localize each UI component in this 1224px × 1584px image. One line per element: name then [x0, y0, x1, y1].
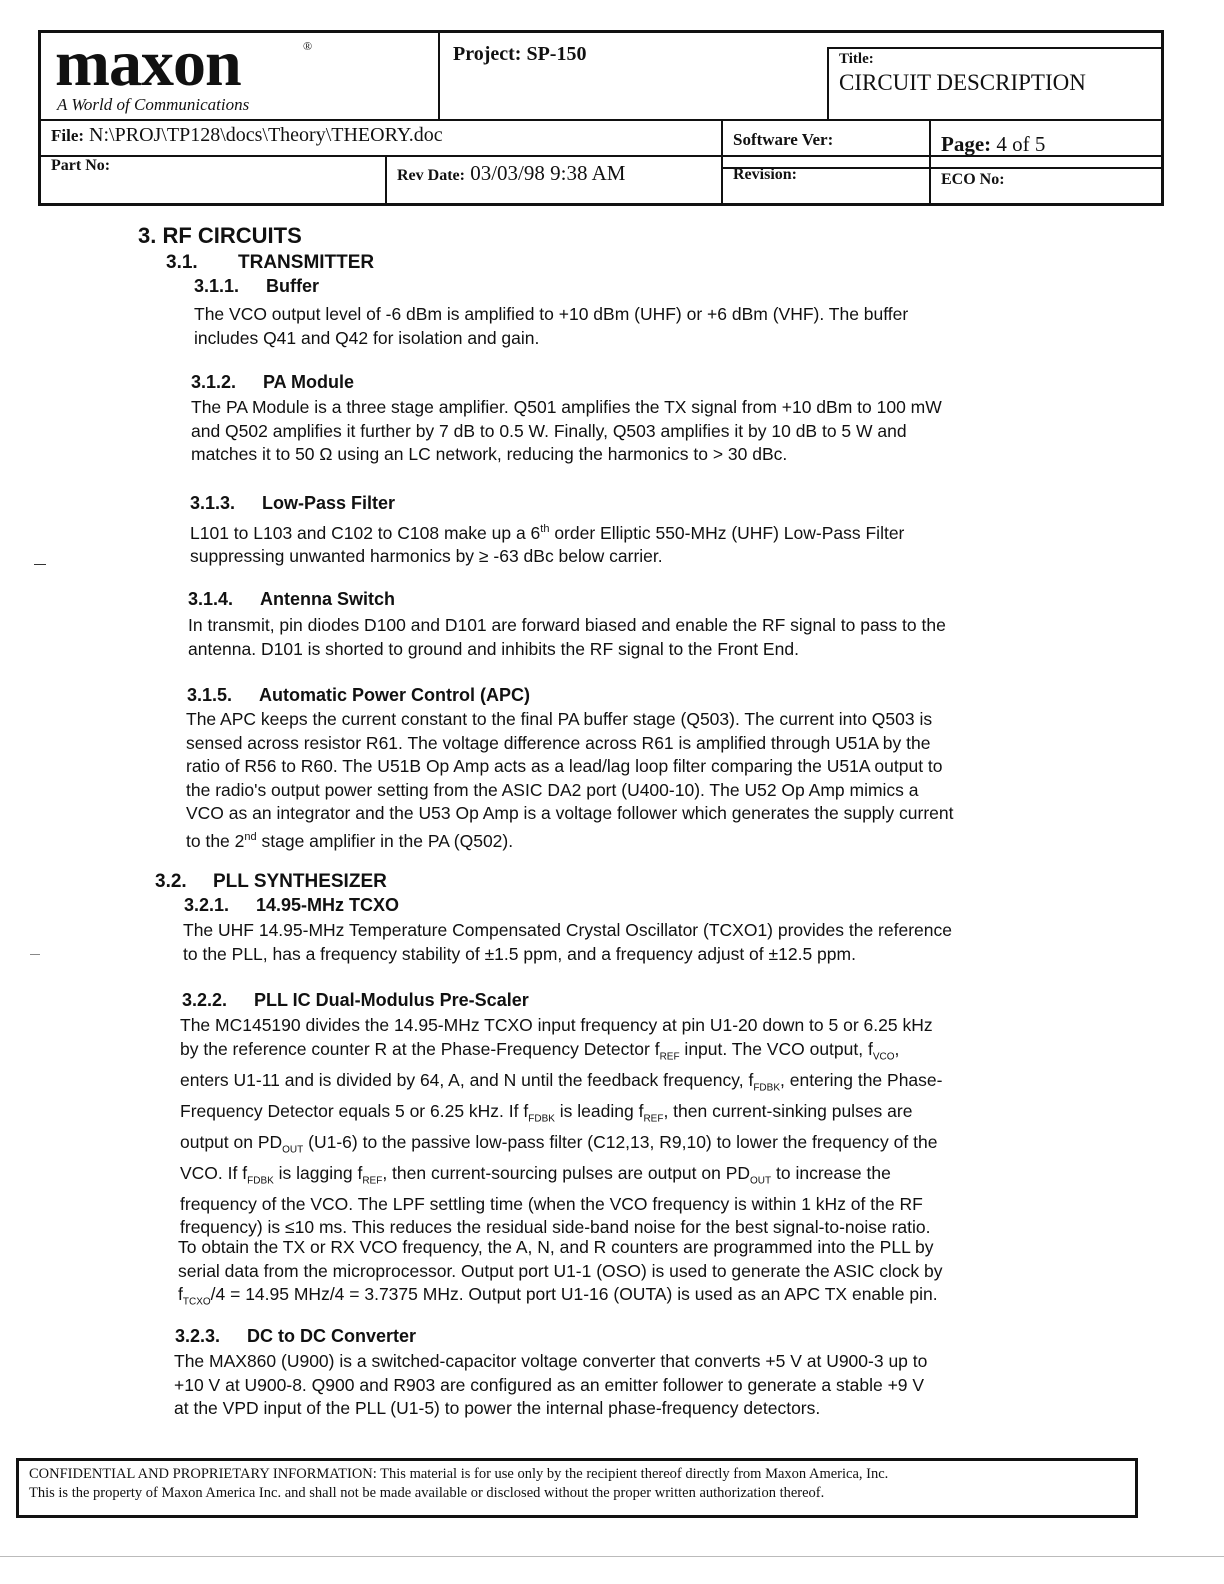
- subsection-heading-pa-module: [191, 372, 354, 393]
- section-title: Antenna Switch: [260, 589, 396, 609]
- paragraph-tcxo: The UHF 14.95-MHz Temperature Compensated Crystal Oscillator (TCXO1) provides the reference to the PLL, has a frequency stability of ±1.5 ppm, and a frequency adjust of ±12.5 ppm.: [183, 920, 952, 964]
- project-label: Project:: [453, 43, 522, 65]
- text-run: L101 to L103 and C102 to C108 make up a 6: [190, 522, 541, 543]
- subscript: REF: [659, 1051, 680, 1062]
- subscript: FDBK: [528, 1113, 555, 1124]
- text-run: /4 = 14.95 MHz/4 = 3.7375 MHz. Output port U1-16 (OUTA) is used as an APC TX enable pin.: [210, 1284, 938, 1304]
- divider: [929, 121, 931, 206]
- part-no-label: Part No:: [51, 157, 111, 174]
- confidential-footer: [16, 1458, 1138, 1518]
- section-number: 3.2.3.: [175, 1326, 221, 1346]
- page-bottom-line: [0, 1556, 1224, 1557]
- maxon-logo: maxon: [55, 27, 241, 100]
- paragraph-buffer: The VCO output level of -6 dBm is amplified to +10 dBm (UHF) or +6 dBm (VHF). The buffer includes Q41 and Q42 for isolation and gain.: [194, 304, 909, 348]
- divider: [438, 33, 440, 121]
- page-cell: [941, 132, 1045, 157]
- section-number: 3.1.4.: [188, 589, 234, 609]
- page-label: Page:: [941, 132, 992, 156]
- rev-date-cell: [397, 161, 625, 186]
- subsection-heading-apc: [187, 685, 530, 706]
- project-cell: [453, 43, 586, 66]
- text-line: The MC145190 divides the 14.95-MHz TCXO input frequency at pin U1-20 down to 5 or 6.25 kHz: [180, 1015, 933, 1035]
- text-run: to increase the: [771, 1162, 891, 1183]
- file-label: File:: [51, 126, 85, 145]
- text-run: stage amplifier in the PA (Q502).: [256, 830, 514, 851]
- section-number: 3.1.2.: [191, 372, 237, 392]
- title-value: CIRCUIT DESCRIPTION: [839, 70, 1086, 95]
- text-line: frequency of the VCO. The LPF settling time (when the VCO frequency is within 1 kHz of the RF: [180, 1193, 923, 1214]
- text-line: frequency) is ≤10 ms. This reduces the residual side-band noise for the best signal-to-noise ratio.: [180, 1217, 931, 1237]
- subsection-heading-antenna-switch: [188, 589, 395, 610]
- paragraph-pll-counters: [178, 1236, 943, 1314]
- text-run: f: [178, 1284, 183, 1304]
- text-line: serial data from the microprocessor. Output port U1-1 (OSO) is used to generate the ASIC clock by: [178, 1260, 943, 1281]
- section-title: Automatic Power Control (APC): [259, 685, 531, 705]
- section-heading-pll-synthesizer: [155, 871, 387, 893]
- file-value: N:\PROJ\TP128\docs\Theory\THEORY.doc: [89, 124, 443, 146]
- margin-mark: [30, 954, 40, 955]
- subsection-heading-buffer: [194, 276, 319, 297]
- superscript: nd: [244, 830, 257, 843]
- footer-line-1: [29, 1465, 1125, 1484]
- section-heading-transmitter: [166, 252, 374, 274]
- subsection-heading-tcxo: [184, 895, 399, 916]
- section-title: PLL SYNTHESIZER: [213, 871, 387, 892]
- section-title: DC to DC Converter: [247, 1326, 417, 1346]
- subscript: FDBK: [247, 1175, 274, 1186]
- divider: [827, 47, 1164, 49]
- document-header: [38, 27, 1164, 206]
- section-number: 3.2.1.: [184, 895, 230, 915]
- title-label: Title:: [839, 51, 874, 67]
- divider: [827, 47, 829, 121]
- subsection-heading-pll-ic: [182, 990, 529, 1011]
- text-run: , then current-sinking pulses are: [663, 1100, 913, 1121]
- section-title: TRANSMITTER: [238, 252, 375, 273]
- paragraph-antenna-switch: In transmit, pin diodes D100 and D101 are forward biased and enable the RF signal to pass to the antenna. D101 is shorted to ground and inhibits the RF signal to the Front End.: [188, 615, 946, 659]
- subscript: FDBK: [753, 1082, 780, 1093]
- footer-caps: CONFIDENTIAL AND PROPRIETARY INFORMATION:: [29, 1466, 377, 1482]
- subscript: TCXO: [182, 1296, 211, 1308]
- rev-date-value: 03/03/98 9:38 AM: [470, 161, 626, 185]
- section-number: 3.1.: [166, 252, 198, 273]
- text-run: by the reference counter R at the Phase-Frequency Detector f: [180, 1038, 660, 1059]
- divider: [721, 121, 723, 206]
- text-line: [180, 1038, 942, 1069]
- paragraph-low-pass-filter: [190, 518, 904, 569]
- superscript: th: [540, 523, 550, 535]
- software-ver-label: Software Ver:: [733, 130, 834, 149]
- text-run: order Elliptic 550-MHz (UHF) Low-Pass Filter suppressing unwanted harmonics by ≥ -63 dBc below carrier.: [190, 522, 905, 567]
- text-run: , then current-sourcing pulses are output on PD: [382, 1162, 751, 1183]
- revision-label: Revision:: [733, 166, 797, 183]
- text-run: enters U1-11 and is divided by 64, A, and N until the feedback frequency, f: [180, 1069, 754, 1090]
- section-title: PLL IC Dual-Modulus Pre-Scaler: [254, 990, 529, 1010]
- section-number: 3.1.5.: [187, 685, 233, 705]
- project-value: SP-150: [526, 43, 587, 65]
- divider: [385, 155, 387, 206]
- section-number: 3.1.1.: [194, 276, 240, 296]
- title-cell: [839, 51, 1086, 96]
- paragraph-pll-ic: [180, 1014, 942, 1240]
- subsection-heading-low-pass-filter: [190, 493, 395, 514]
- text-run: , entering the Phase-: [780, 1069, 943, 1090]
- file-cell: [51, 124, 443, 147]
- paragraph-pa-module: The PA Module is a three stage amplifier. Q501 amplifies the TX signal from +10 dBm to 100 mW and Q502 amplifies it further by 7 dB to 0.5 W. Finally, Q503 amplifies it by 10 dB to 5 W and matches it to 50 Ω using an LC network, reducing the harmonics to > 30 dBc.: [191, 397, 942, 464]
- margin-mark: [34, 564, 46, 565]
- section-number: 3.2.: [155, 871, 187, 892]
- paragraph-apc: [186, 708, 954, 853]
- subscript: REF: [643, 1113, 664, 1124]
- section-title: PA Module: [263, 372, 354, 392]
- text-run: The APC keeps the current constant to the final PA buffer stage (Q503). The current into Q503 is sensed across resistor R61. The voltage difference across R61 is amplified through U51A by the ratio of R56 to R60. The U51B Op Amp acts as a lead/lag loop filter comparing the U51A output to the radio's output power setting from the ASIC DA2 port (U400-10). The U52 Op Amp mimics a VCO as an integrator and the U53 Op Amp is a voltage follower which generates the supply current to the 2: [186, 709, 954, 851]
- eco-no-label: ECO No:: [941, 171, 1005, 188]
- section-number: 3.1.3.: [190, 493, 236, 513]
- text-run: (U1-6) to the passive low-pass filter (C12,13, R9,10) to lower the frequency of the: [303, 1131, 938, 1152]
- subscript: VCO: [872, 1051, 895, 1062]
- text-line: [180, 1162, 942, 1193]
- registered-mark: ®: [303, 39, 313, 53]
- rev-date-label: Rev Date:: [397, 167, 465, 184]
- text-run: Frequency Detector equals 5 or 6.25 kHz. If f: [180, 1100, 529, 1121]
- section-title: 14.95-MHz TCXO: [256, 895, 400, 915]
- footer-line-2: This is the property of Maxon America Inc. and shall not be made available or disclosed without the proper written authorization thereof.: [29, 1485, 825, 1501]
- section-title: Low-Pass Filter: [262, 493, 396, 513]
- section-heading-rf-circuits: 3. RF CIRCUITS: [138, 223, 302, 248]
- text-run: is lagging f: [273, 1162, 363, 1183]
- subscript: REF: [362, 1175, 383, 1186]
- divider: [41, 119, 1164, 121]
- text-run: VCO. If f: [180, 1162, 248, 1183]
- logo-tagline: A World of Communications: [57, 95, 250, 114]
- text-line: [178, 1283, 943, 1314]
- text-line: [180, 1131, 942, 1162]
- text-run: output on PD: [180, 1131, 283, 1152]
- text-run: is leading f: [554, 1100, 644, 1121]
- text-line: To obtain the TX or RX VCO frequency, the A, N, and R counters are programmed into the PLL by: [178, 1237, 934, 1257]
- footer-text: This material is for use only by the recipient thereof directly from Maxon America, Inc.: [376, 1466, 889, 1482]
- page-value: 4 of 5: [996, 132, 1046, 156]
- text-run: input. The VCO output, f: [679, 1038, 873, 1059]
- text-line: [180, 1069, 942, 1100]
- subsection-heading-dc-converter: [175, 1326, 416, 1347]
- paragraph-dc-converter: The MAX860 (U900) is a switched-capacitor voltage converter that converts +5 V at U900-3 up to +10 V at U900-8. Q900 and R903 are configured as an emitter follower to generate a stable +9 V at the VPD input of the PLL (U1-5) to power the internal phase-frequency detectors.: [174, 1351, 928, 1418]
- section-title: Buffer: [266, 276, 319, 296]
- section-number: 3.2.2.: [182, 990, 228, 1010]
- text-run: ,: [894, 1038, 900, 1059]
- subscript: OUT: [750, 1175, 772, 1186]
- text-line: [180, 1100, 942, 1131]
- subscript: OUT: [282, 1144, 304, 1155]
